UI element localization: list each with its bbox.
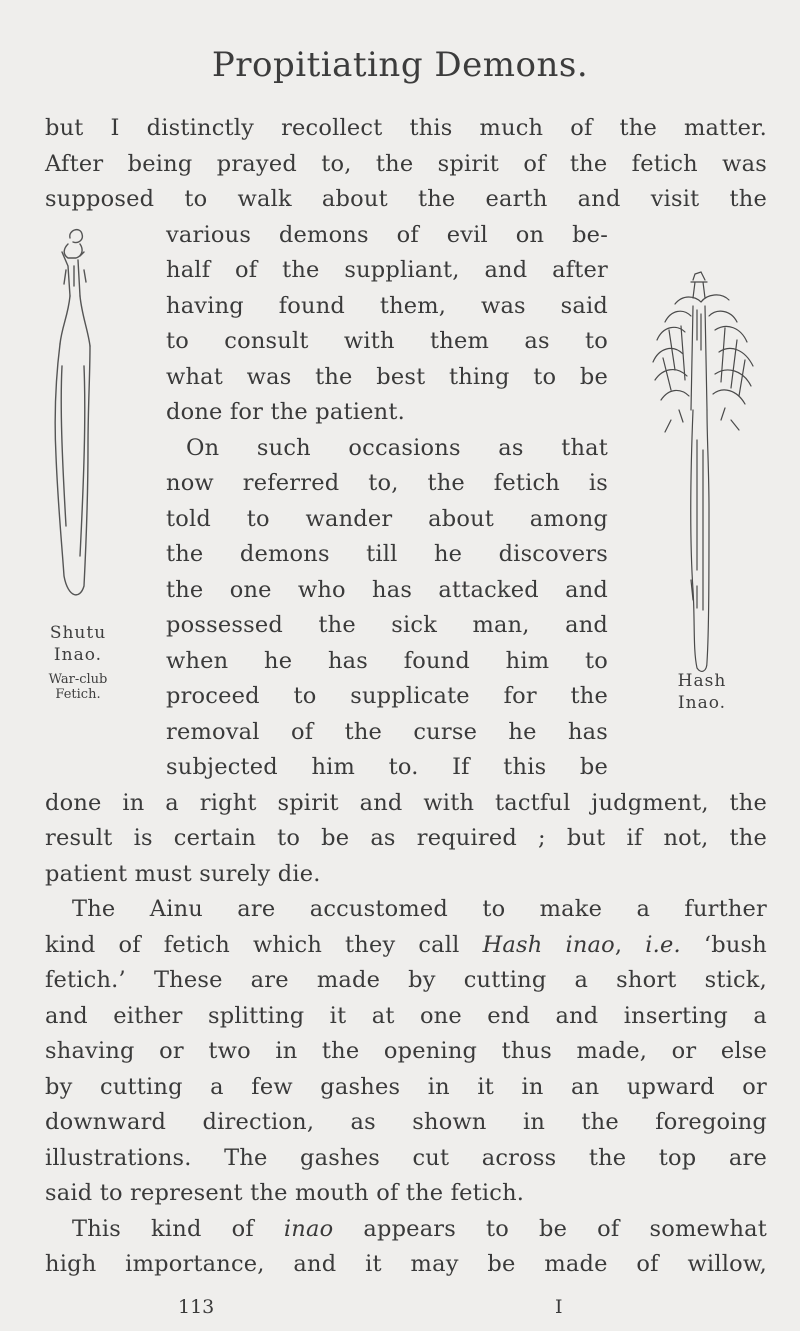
text-run: This kind of: [72, 1216, 284, 1242]
bush-fetich-illustration: [635, 270, 775, 680]
left-figure-description: [36, 672, 120, 702]
caption-line: Shutu: [49, 623, 107, 643]
body-line: the demons till he discovers: [166, 541, 608, 567]
body-line: removal of the curse he has: [166, 719, 608, 745]
text-run: kind of fetich which they call: [45, 932, 483, 958]
caption-line: War-club: [48, 672, 108, 687]
body-line: illustrations. The gashes cut across the top are: [45, 1145, 767, 1171]
body-line: done for the patient.: [166, 399, 405, 425]
war-club-fetich-illustration: [40, 226, 120, 606]
text-run: ,: [614, 932, 646, 958]
body-line: subjected him to. If this be: [166, 754, 608, 780]
body-line: The Ainu are accustomed to make a further: [72, 896, 767, 922]
body-line: to consult with them as to: [166, 328, 608, 354]
body-line: what was the best thing to be: [166, 364, 608, 390]
caption-line: Fetich.: [55, 687, 101, 702]
body-line: high importance, and it may be made of willow,: [45, 1251, 767, 1277]
body-line: proceed to supplicate for the: [166, 683, 608, 709]
caption-line: Inao.: [53, 645, 103, 665]
body-line: possessed the sick man, and: [166, 612, 608, 638]
body-line: the one who has attacked and: [166, 577, 608, 603]
abbrev-italic: i.e.: [645, 932, 681, 958]
left-figure-caption: [38, 622, 118, 666]
body-line: result is certain to be as required ; but if not, the: [45, 825, 767, 851]
body-line: told to wander about among: [166, 506, 608, 532]
body-line: and either splitting it at one end and inserting a: [45, 1003, 767, 1029]
page-title: Propitiating Demons.: [211, 45, 589, 85]
body-line: by cutting a few gashes in it in an upward or: [45, 1074, 767, 1100]
caption-line: Inao.: [677, 693, 727, 713]
body-line: half of the suppliant, and after: [166, 257, 608, 283]
body-line: After being prayed to, the spirit of the fetich was: [45, 151, 767, 177]
body-line: shaving or two in the opening thus made, or else: [45, 1038, 767, 1064]
body-line: having found them, was said: [166, 293, 608, 319]
page-number: 113: [178, 1296, 215, 1318]
text-run: appears to be of somewhat: [333, 1216, 767, 1242]
body-line: On such occasions as that: [186, 435, 608, 461]
body-line: various demons of evil on be-: [166, 222, 608, 248]
term-italic: inao: [283, 1216, 334, 1242]
body-line: now referred to, the fetich is: [166, 470, 608, 496]
signature-mark: I: [555, 1296, 563, 1318]
body-line: [45, 929, 767, 962]
body-line: downward direction, as shown in the foregoing: [45, 1109, 767, 1135]
body-line: but I distinctly recollect this much of the matter.: [45, 115, 767, 141]
body-line: supposed to walk about the earth and visit the: [45, 186, 767, 212]
body-line: [72, 1213, 767, 1246]
term-italic: Hash inao: [482, 932, 615, 958]
body-line: patient must surely die.: [45, 861, 321, 887]
body-line: fetich.’ These are made by cutting a short stick,: [45, 967, 767, 993]
right-figure-caption: [650, 670, 754, 714]
text-run: ‘bush: [680, 932, 767, 958]
body-line: when he has found him to: [166, 648, 608, 674]
body-line: done in a right spirit and with tactful judgment, the: [45, 790, 767, 816]
caption-line: Hash: [677, 671, 727, 691]
body-line: said to represent the mouth of the fetich.: [45, 1180, 525, 1206]
